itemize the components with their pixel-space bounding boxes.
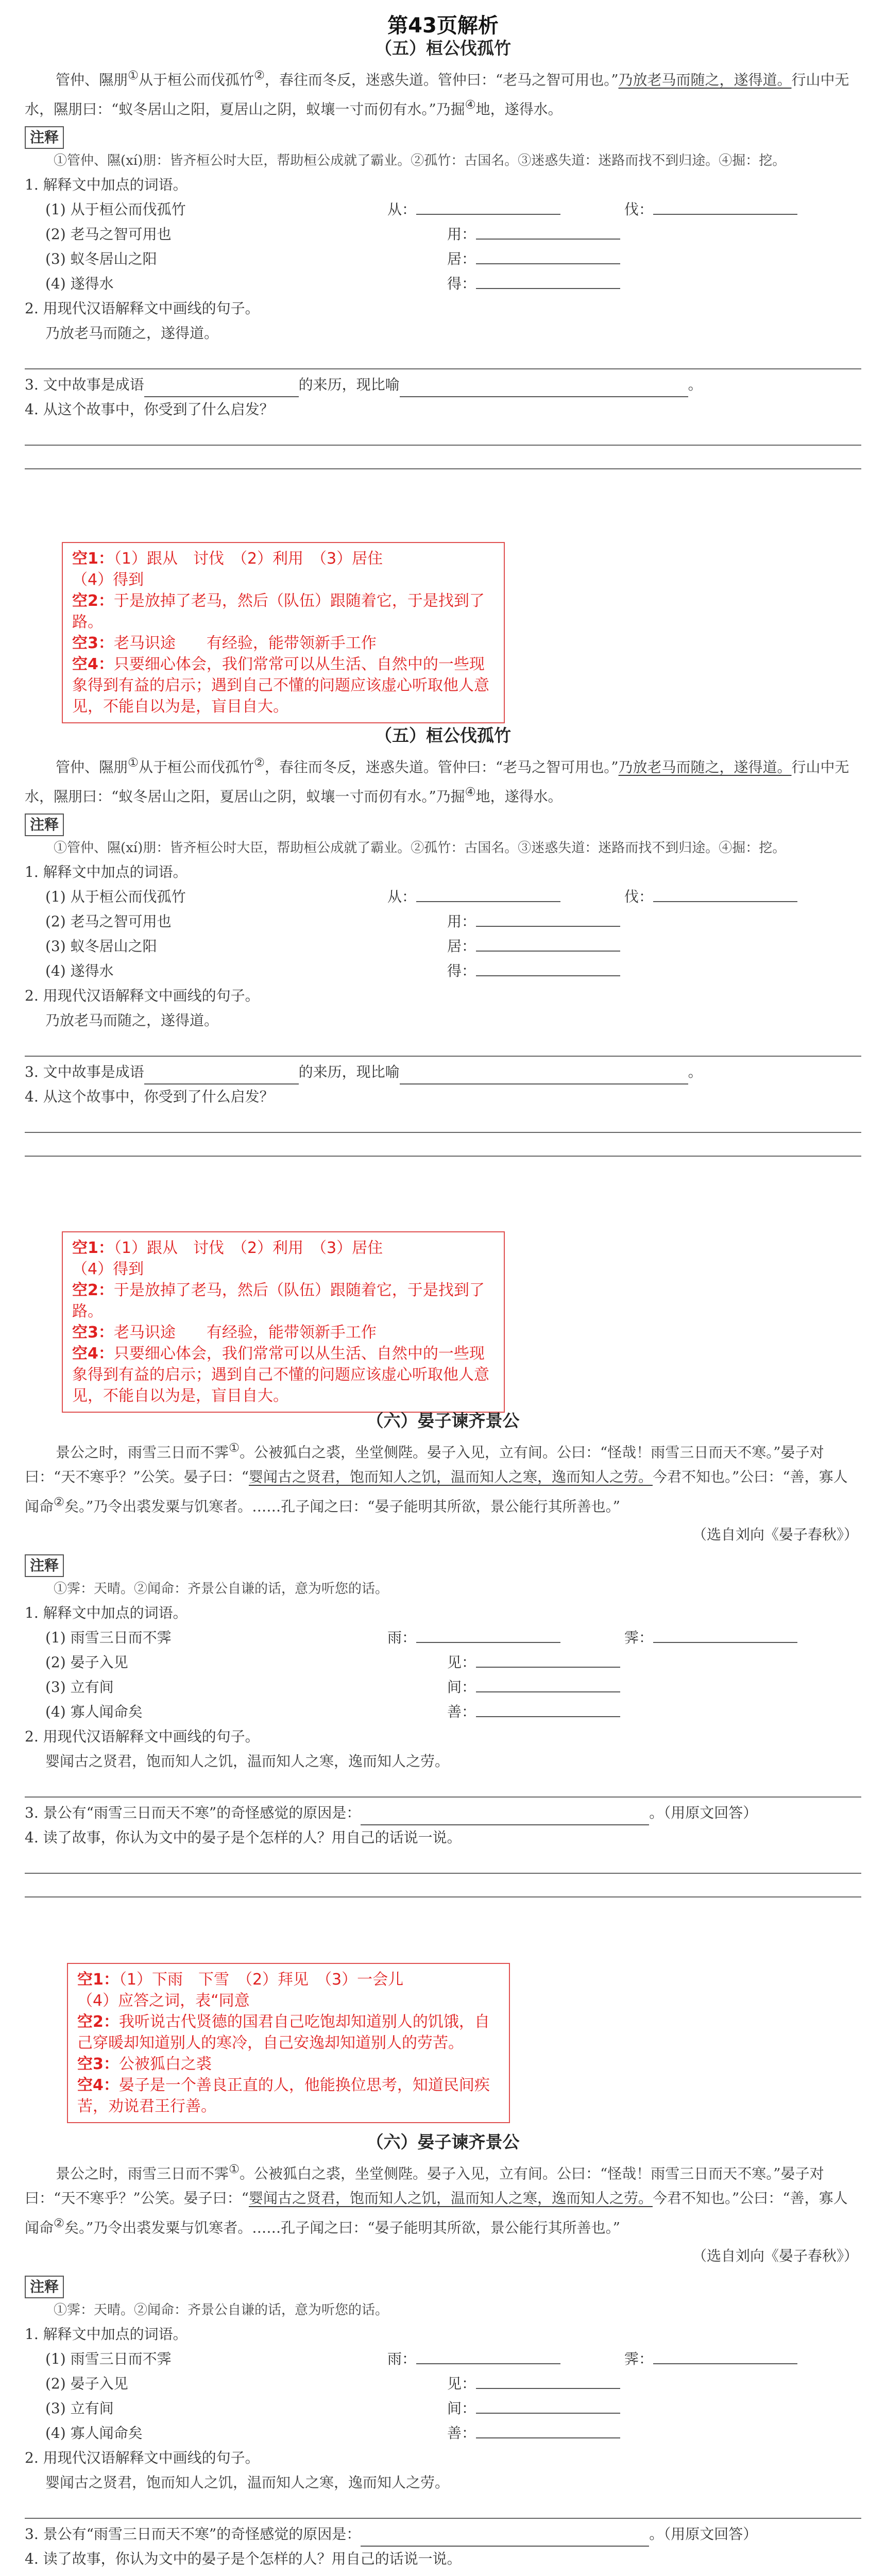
answer-line[interactable] [25,1874,861,1897]
notes-label: 注释 [25,2276,64,2298]
question-1: 1. 解释文中加点的词语。 [25,1604,188,1621]
answer-blank[interactable] [476,909,620,927]
passage-section-2 [25,721,861,1157]
answer-blank[interactable] [416,885,560,902]
passage-section-1 [25,34,861,469]
answer-line[interactable] [25,2571,861,2576]
notes-text: ①管仲、隰(xí)朋：皆齐桓公时大臣，帮助桓公成就了霸业。②孤竹：古国名。③迷惑失道：迷路而找不到归途。④掘：挖。 [54,152,786,168]
answer-blank[interactable] [653,1625,797,1643]
answer-box-3: 空1：（1）下雨 下雪 （2）拜见 （3）一会儿 （4）应答之词，表“同意 空2：我听说古代贤德的国君自己吃饱却知道别人的饥饿，自己穿暖却知道别人的寒冷，自己安逸却知道别人的劳苦。 空3：公被狐白之裘 空4：晏子是一个善良正直的人，他能换位思考，知道民间疾苦，劝说君王行善。 [67,1963,510,2123]
answer-line[interactable] [25,2495,861,2519]
answer-line[interactable] [25,1033,861,1057]
passage-text: 景公之时，雨雪三日而不霁①。公被狐白之裘，坐堂侧陛。晏子入见，立有间。公曰：“怪哉！雨雪三日而天不寒。”晏子对曰：“天不寒乎？”公笑。晏子曰：“婴闻古之贤君，饱而知人之饥，温而知人之寒，逸而知人之劳。今君不知也。”公曰：“善，寡人闻命②矣。”乃令出裘发粟与饥寒者。……孔子闻之曰：“晏子能明其所欲，景公能行其所善也。” [25,2162,848,2236]
answer-line[interactable] [25,1133,861,1157]
answer-blank[interactable] [476,1650,620,1668]
question-2-sentence: 婴闻古之贤君，饱而知人之饥，温而知人之寒，逸而知人之劳。 [45,2473,450,2491]
question-1: 1. 解释文中加点的词语。 [25,2325,188,2343]
question-3: 3. 景公有“雨雪三日而天不寒”的奇怪感觉的原因是： 。（用原文回答） [25,1801,861,1825]
answer-line[interactable] [25,1109,861,1133]
answer-line[interactable] [25,422,861,446]
answer-blank[interactable] [476,2421,620,2438]
question-2-sentence: 乃放老马而随之，遂得道。 [45,1011,219,1029]
passage-section-3 [25,1406,861,1897]
question-2: 2. 用现代汉语解释文中画线的句子。 [25,987,260,1004]
question-2: 2. 用现代汉语解释文中画线的句子。 [25,1727,260,1745]
answer-blank[interactable] [416,2347,560,2364]
question-3: 3. 景公有“雨雪三日而天不寒”的奇怪感觉的原因是： 。（用原文回答） [25,2522,861,2547]
answer-blank[interactable] [400,1067,688,1084]
vocab-row: (2) 老马之智可用也 用： [25,909,861,934]
question-2-sentence: 乃放老马而随之，遂得道。 [45,324,219,342]
answer-blank[interactable] [476,2371,620,2389]
answer-line[interactable] [25,446,861,469]
question-4: 4. 从这个故事中，你受到了什么启发？ [25,1088,274,1105]
vocab-row: (1) 从于桓公而伐孤竹 从： 伐： [25,197,861,222]
answer-blank[interactable] [476,272,620,289]
question-3: 3. 文中故事是成语 的来历，现比喻 。 [25,1060,861,1084]
answer-line[interactable] [25,346,861,369]
section-heading: （六）晏子谏齐景公 [366,2132,520,2152]
underlined-sentence: 婴闻古之贤君，饱而知人之饥，温而知人之寒，逸而知人之劳。 [248,2190,653,2207]
passage-section-4 [25,2128,861,2576]
passage-text: 景公之时，雨雪三日而不霁①。公被狐白之裘，坐堂侧陛。晏子入见，立有间。公曰：“怪哉！雨雪三日而天不寒。”晏子对曰：“天不寒乎？”公笑。晏子曰：“婴闻古之贤君，饱而知人之饥，温而知人之寒，逸而知人之劳。今君不知也。”公曰：“善，寡人闻命②矣。”乃令出裘发粟与饥寒者。……孔子闻之曰：“晏子能明其所欲，景公能行其所善也。” [25,1440,848,1515]
answer-blank[interactable] [361,1808,649,1825]
passage-text: 管仲、隰朋①从于桓公而伐孤竹②，春往而冬反，迷惑失道。管仲曰：“老马之智可用也。”乃放老马而随之，遂得道。行山中无水，隰朋曰：“蚁冬居山之阳，夏居山之阴，蚁壤一寸而仞有水。”乃掘④地，遂得水。 [25,755,849,805]
vocab-row: (3) 立有间 间： [25,2396,861,2421]
answer-box-1: 空1：（1）跟从 讨伐 （2）利用 （3）居住 （4）得到 空2：于是放掉了老马，然后（队伍）跟随着它，于是找到了路。 空3：老马识途 有经验，能带领新手工作 空4：只要细心体会，我们常常可以从生活、自然中的一些现象得到有益的启示；遇到自己不懂的问题应该虚心听取他人意见，不能自以为是，盲目自大。 [62,542,505,723]
underlined-sentence: 乃放老马而随之，遂得道。 [618,71,792,89]
notes-label: 注释 [25,814,64,836]
vocab-row: (4) 遂得水 得： [25,959,861,984]
answer-blank[interactable] [476,1700,620,1717]
vocab-row: (1) 雨雪三日而不霁 雨： 霁： [25,1625,861,1650]
notes-text: ①霁：天晴。②闻命：齐景公自谦的话，意为听您的话。 [54,2302,389,2318]
vocab-row: (2) 老马之智可用也 用： [25,222,861,247]
question-2: 2. 用现代汉语解释文中画线的句子。 [25,2449,260,2466]
notes-label: 注释 [25,1554,64,1577]
answer-box-2: 空1：（1）跟从 讨伐 （2）利用 （3）居住 （4）得到 空2：于是放掉了老马，然后（队伍）跟随着它，于是找到了路。 空3：老马识途 有经验，能带领新手工作 空4：只要细心体会，我们常常可以从生活、自然中的一些现象得到有益的启示；遇到自己不懂的问题应该虚心听取他人意见，不能自以为是，盲目自大。 [62,1231,505,1413]
question-2-sentence: 婴闻古之贤君，饱而知人之饥，温而知人之寒，逸而知人之劳。 [45,1752,450,1770]
source-citation: （选自刘向《晏子春秋》） [692,1526,858,1543]
question-2: 2. 用现代汉语解释文中画线的句子。 [25,299,260,317]
question-4: 4. 读了故事，你认为文中的晏子是个怎样的人？用自己的话说一说。 [25,2550,462,2567]
notes-label: 注释 [25,126,64,149]
section-heading: （六）晏子谏齐景公 [366,1411,520,1431]
source-citation: （选自刘向《晏子春秋》） [692,2247,858,2264]
question-1: 1. 解释文中加点的词语。 [25,176,188,193]
answer-line[interactable] [25,1850,861,1874]
section-heading: （五）桓公伐孤竹 [375,725,511,745]
question-4: 4. 从这个故事中，你受到了什么启发？ [25,400,274,418]
answer-blank[interactable] [476,247,620,264]
notes-text: ①管仲、隰(xí)朋：皆齐桓公时大臣，帮助桓公成就了霸业。②孤竹：古国名。③迷惑失道：迷路而找不到归途。④掘：挖。 [54,840,786,856]
answer-blank[interactable] [653,885,797,902]
answer-blank[interactable] [476,222,620,240]
answer-blank[interactable] [476,1675,620,1692]
vocab-row: (3) 蚁冬居山之阳 居： [25,247,861,272]
answer-blank[interactable] [144,1067,299,1084]
answer-blank[interactable] [144,380,299,397]
vocab-row: (4) 寡人闻命矣 善： [25,2421,861,2446]
vocab-row: (1) 从于桓公而伐孤竹 从： 伐： [25,885,861,909]
vocab-row: (4) 遂得水 得： [25,272,861,296]
vocab-row: (3) 立有间 间： [25,1675,861,1700]
answer-blank[interactable] [416,197,560,215]
answer-blank[interactable] [476,934,620,952]
page-title: 第43页解析 [387,14,499,38]
underlined-sentence: 婴闻古之贤君，饱而知人之饥，温而知人之寒，逸而知人之劳。 [248,1468,653,1486]
question-1: 1. 解释文中加点的词语。 [25,863,188,880]
vocab-row: (1) 雨雪三日而不霁 雨： 霁： [25,2347,861,2371]
answer-blank[interactable] [653,2347,797,2364]
vocab-row: (3) 蚁冬居山之阳 居： [25,934,861,959]
vocab-row: (2) 晏子入见 见： [25,2371,861,2396]
answer-blank[interactable] [653,197,797,215]
answer-blank[interactable] [400,380,688,397]
section-heading: （五）桓公伐孤竹 [375,38,511,58]
question-3: 3. 文中故事是成语 的来历，现比喻 。 [25,372,861,397]
answer-blank[interactable] [476,959,620,976]
vocab-row: (2) 晏子入见 见： [25,1650,861,1675]
notes-text: ①霁：天晴。②闻命：齐景公自谦的话，意为听您的话。 [54,1581,389,1597]
answer-blank[interactable] [416,1625,560,1643]
vocab-row: (4) 寡人闻命矣 善： [25,1700,861,1724]
underlined-sentence: 乃放老马而随之，遂得道。 [618,758,792,776]
passage-text: 管仲、隰朋①从于桓公而伐孤竹②，春往而冬反，迷惑失道。管仲曰：“老马之智可用也。”乃放老马而随之，遂得道。行山中无水，隰朋曰：“蚁冬居山之阳，夏居山之阴，蚁壤一寸而仞有水。”乃掘④地，遂得水。 [25,68,849,118]
answer-blank[interactable] [361,2529,649,2547]
answer-blank[interactable] [476,2396,620,2414]
answer-line[interactable] [25,1774,861,1798]
question-4: 4. 读了故事，你认为文中的晏子是个怎样的人？用自己的话说一说。 [25,1828,462,1846]
